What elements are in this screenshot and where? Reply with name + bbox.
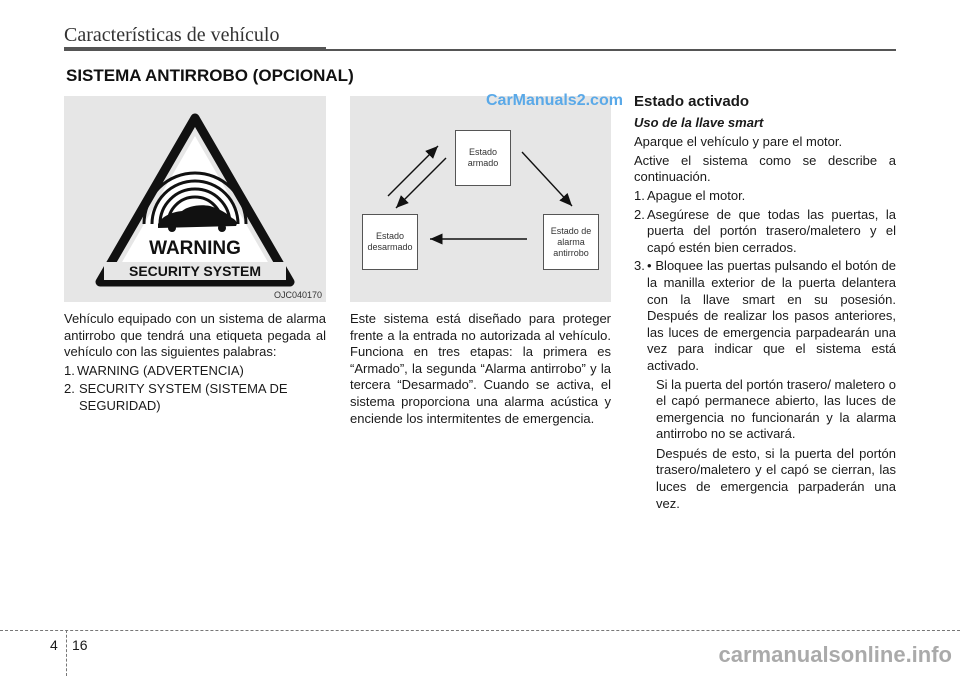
warning-triangle-icon <box>64 96 326 302</box>
list-item <box>64 363 326 380</box>
column-intro <box>64 311 326 417</box>
note-paragraph: Después de esto, si la puerta del portón trasero/maletero y el capó se cierran, las luces de emergencia parpaderán una vez. <box>656 445 896 511</box>
header-rule-thick <box>64 47 326 51</box>
paragraph: Aparque el vehículo y pare el motor. <box>634 134 843 150</box>
intro-paragraph: Vehículo equipado con un sistema de alarma antirrobo que tendrá una etiqueta pegada al vehículo con las siguientes palabras: <box>64 311 326 360</box>
column-activation <box>634 94 896 515</box>
list-text: SECURITY SYSTEM (SISTEMA DE SEGURIDAD) <box>79 381 288 413</box>
list-item <box>634 188 896 205</box>
list-item <box>64 381 326 414</box>
list-text: WARNING (ADVERTENCIA) <box>77 362 244 378</box>
alarm-state-diagram <box>350 96 611 302</box>
warning-label-text: WARNING <box>149 238 241 259</box>
list-number: 3. <box>634 258 645 274</box>
chapter-number: 4 <box>50 637 58 653</box>
watermark-link[interactable]: CarManuals2.com <box>486 92 623 109</box>
activation-heading: Estado activado <box>634 93 750 110</box>
arrow-armed-to-disarmed <box>396 158 446 208</box>
arrow-armed-to-antitheft <box>522 152 572 206</box>
header-rule-thin <box>326 49 896 51</box>
warning-label-figure <box>64 96 326 302</box>
list-number: 2. <box>64 381 75 397</box>
security-system-label-text: SECURITY SYSTEM <box>129 263 261 279</box>
arrow-disarmed-to-armed <box>388 146 438 196</box>
state-armed: Estado armado <box>455 130 511 186</box>
description-paragraph: Este sistema está diseñado para proteger frente a la entrada no autorizada al vehículo. Funciona en tres etapas: la primera es “Armado”, la segunda “Alarma antirrobo” y la tercera “Desarmado”. Cuando se activa, el sistema proporciona una alarma acústica y enciende los intermitentes de emergencia. <box>350 311 611 426</box>
list-number: 1. <box>634 187 645 203</box>
column-description <box>350 311 611 429</box>
list-item <box>634 258 896 374</box>
state-antitheft-alarm: Estado de alarma antirrobo <box>543 214 599 270</box>
site-watermark[interactable]: carmanualsonline.info <box>718 642 952 667</box>
page-number: 16 <box>72 637 88 653</box>
list-number: 1. <box>64 362 75 378</box>
list-text: • Bloquee las puertas pulsando el botón de la manilla exterior de la puerta delantera con la llave smart en su posesión. Después de realizar los pasos anteriores, las luces de emergencia parpadearán una vez para indicar que el sistema está activado. <box>647 258 896 373</box>
header-title: Características de vehículo <box>64 24 280 46</box>
figure-code: OJC040170 <box>273 290 322 300</box>
smart-key-subheading: Uso de la llave smart <box>634 114 764 130</box>
section-title: SISTEMA ANTIRROBO (OPCIONAL) <box>66 66 354 85</box>
footer-divider <box>66 630 67 676</box>
list-item <box>634 207 896 257</box>
list-text: Apague el motor. <box>647 187 746 203</box>
note-paragraph: Si la puerta del portón trasero/ maletero o el capó permanece abierto, las luces de emergencia no funcionarán y la alarma antirrobo no se activará. <box>656 376 896 442</box>
footer-rule <box>0 630 960 631</box>
list-number: 2. <box>634 206 645 222</box>
paragraph: Active el sistema como se describe a continuación. <box>634 152 896 185</box>
list-text: Asegúrese de que todas las puertas, la puerta del portón trasero/maletero y el capó estén bien cerrados. <box>647 206 896 255</box>
state-disarmed: Estado desarmado <box>362 214 418 270</box>
